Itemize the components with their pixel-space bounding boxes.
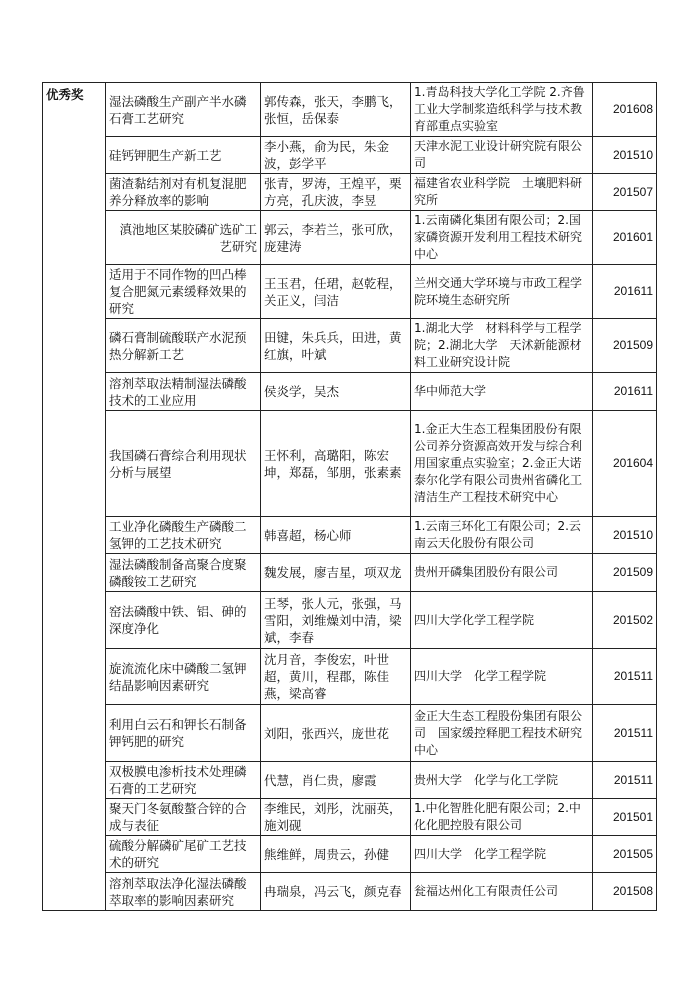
- paper-org: 瓮福达州化工有限责任公司: [411, 873, 593, 911]
- paper-title: 湿法磷酸制备高聚合度聚磷酸铵工艺研究: [106, 554, 261, 592]
- table-row: [43, 836, 657, 873]
- paper-title: 旋流流化床中磷酸二氢钾结晶影响因素研究: [106, 649, 261, 705]
- paper-org: 四川大学 化学工程学院: [411, 649, 593, 705]
- paper-org: 1.云南磷化集团有限公司；2.国家磷资源开发利用工程技术研究中心: [411, 211, 593, 265]
- paper-authors: 魏发展，廖吉星，项双龙: [261, 554, 411, 592]
- table-row: [43, 705, 657, 762]
- paper-authors: 冉瑞泉，冯云飞，颜克春: [261, 873, 411, 911]
- paper-title: 溶剂萃取法净化湿法磷酸萃取率的影响因素研究: [106, 873, 261, 911]
- paper-authors: 王怀利，高璐阳，陈宏坤，郑磊，邹朋，张素素: [261, 411, 411, 517]
- paper-date: 201601: [593, 211, 657, 265]
- paper-authors: 张青，罗涛，王煌平，栗方亮，孔庆波，李昱: [261, 174, 411, 211]
- paper-date: 201511: [593, 705, 657, 762]
- paper-authors: 侯炎学，吴杰: [261, 373, 411, 411]
- table-row: [43, 411, 657, 517]
- paper-org: 1.云南三环化工有限公司；2.云南云天化股份有限公司: [411, 517, 593, 554]
- paper-org: 贵州开磷集团股份有限公司: [411, 554, 593, 592]
- table-row: [43, 762, 657, 799]
- paper-date: 201501: [593, 799, 657, 836]
- paper-authors: 田键，朱兵兵，田进，黄红旗，叶斌: [261, 319, 411, 373]
- paper-org: 华中师范大学: [411, 373, 593, 411]
- paper-date: 201511: [593, 762, 657, 799]
- paper-org: 四川大学化学工程学院: [411, 592, 593, 649]
- paper-date: 201509: [593, 554, 657, 592]
- paper-org: 四川大学 化学工程学院: [411, 836, 593, 873]
- paper-authors: 沈月音，李俊宏，叶世超，黄川，程郡，陈佳燕，梁高睿: [261, 649, 411, 705]
- paper-org: 贵州大学 化学与化工学院: [411, 762, 593, 799]
- table-row: [43, 592, 657, 649]
- paper-authors: 熊维鲜，周贵云，孙健: [261, 836, 411, 873]
- table-row: [43, 265, 657, 319]
- paper-date: 201508: [593, 873, 657, 911]
- table-row: [43, 174, 657, 211]
- paper-authors: 刘阳，张西兴，庞世花: [261, 705, 411, 762]
- paper-title: 我国磷石膏综合利用现状分析与展望: [106, 411, 261, 517]
- table-row: [43, 649, 657, 705]
- paper-org: 天津水泥工业设计研究院有限公司: [411, 137, 593, 174]
- paper-org: 金正大生态工程股份集团有限公司 国家缓控释肥工程技术研究中心: [411, 705, 593, 762]
- paper-date: 201505: [593, 836, 657, 873]
- table-row: [43, 319, 657, 373]
- paper-date: 201608: [593, 83, 657, 137]
- paper-authors: 王琴，张人元，张强，马雪阳，刘维燥刘中清，梁斌，李春: [261, 592, 411, 649]
- table-row: [43, 873, 657, 911]
- paper-date: 201510: [593, 137, 657, 174]
- paper-org: 福建省农业科学院 土壤肥料研究所: [411, 174, 593, 211]
- paper-org: 1.青岛科技大学化工学院 2.齐鲁工业大学制浆造纸科学与技术教育部重点实验室: [411, 83, 593, 137]
- paper-date: 201611: [593, 265, 657, 319]
- paper-authors: 王玉君，任珺，赵乾程，关正义，闫洁: [261, 265, 411, 319]
- paper-date: 201509: [593, 319, 657, 373]
- paper-title: 聚天门冬氨酸螯合锌的合成与表征: [106, 799, 261, 836]
- table-row: [43, 554, 657, 592]
- paper-title: 利用白云石和钾长石制备钾钙肥的研究: [106, 705, 261, 762]
- paper-title: 硅钙钾肥生产新工艺: [106, 137, 261, 174]
- paper-org: 1.中化智胜化肥有限公司；2.中化化肥控股有限公司: [411, 799, 593, 836]
- paper-org: 兰州交通大学环境与市政工程学院环境生态研究所: [411, 265, 593, 319]
- table-row: [43, 373, 657, 411]
- paper-org: 1.金正大生态工程集团股份有限公司养分资源高效开发与综合利用国家重点实验室；2.金正大诺泰尔化学有限公司贵州省磷化工清洁生产工程技术研究中心: [411, 411, 593, 517]
- paper-authors: 代慧，肖仁贵，廖霞: [261, 762, 411, 799]
- paper-title: 滇池地区某胶磷矿选矿工艺研究: [106, 211, 261, 265]
- paper-date: 201502: [593, 592, 657, 649]
- paper-authors: 李小燕，俞为民，朱金波，彭学平: [261, 137, 411, 174]
- award-table: [42, 82, 657, 911]
- table-row: [43, 211, 657, 265]
- paper-date: 201604: [593, 411, 657, 517]
- paper-date: 201510: [593, 517, 657, 554]
- paper-authors: 郭云，李若兰，张可欣，庞建涛: [261, 211, 411, 265]
- table-row: [43, 83, 657, 137]
- paper-date: 201507: [593, 174, 657, 211]
- paper-title: 湿法磷酸生产副产半水磷石膏工艺研究: [106, 83, 261, 137]
- paper-org: 1.湖北大学 材料科学与工程学院；2.湖北大学 天沭新能源材料工业研究设计院: [411, 319, 593, 373]
- paper-authors: 郭传森，张天，李鹏飞，张恒，岳保泰: [261, 83, 411, 137]
- paper-date: 201611: [593, 373, 657, 411]
- paper-date: 201511: [593, 649, 657, 705]
- paper-title: 硫酸分解磷矿尾矿工艺技术的研究: [106, 836, 261, 873]
- table-row: [43, 137, 657, 174]
- table-row: [43, 517, 657, 554]
- paper-title: 工业净化磷酸生产磷酸二氢钾的工艺技术研究: [106, 517, 261, 554]
- paper-title: 双极膜电渗析技术处理磷石膏的工艺研究: [106, 762, 261, 799]
- category-cell: 优秀奖: [43, 83, 106, 911]
- paper-title: 窑法磷酸中铁、铝、砷的深度净化: [106, 592, 261, 649]
- paper-title: 菌渣黏结剂对有机复混肥养分释放率的影响: [106, 174, 261, 211]
- paper-title: 溶剂萃取法精制湿法磷酸技术的工业应用: [106, 373, 261, 411]
- paper-authors: 李维民，刘彤，沈丽英，施刘砚: [261, 799, 411, 836]
- paper-authors: 韩喜超，杨心师: [261, 517, 411, 554]
- paper-title: 磷石膏制硫酸联产水泥预热分解新工艺: [106, 319, 261, 373]
- paper-title: 适用于不同作物的凹凸棒复合肥氮元素缓释效果的研究: [106, 265, 261, 319]
- table-row: [43, 799, 657, 836]
